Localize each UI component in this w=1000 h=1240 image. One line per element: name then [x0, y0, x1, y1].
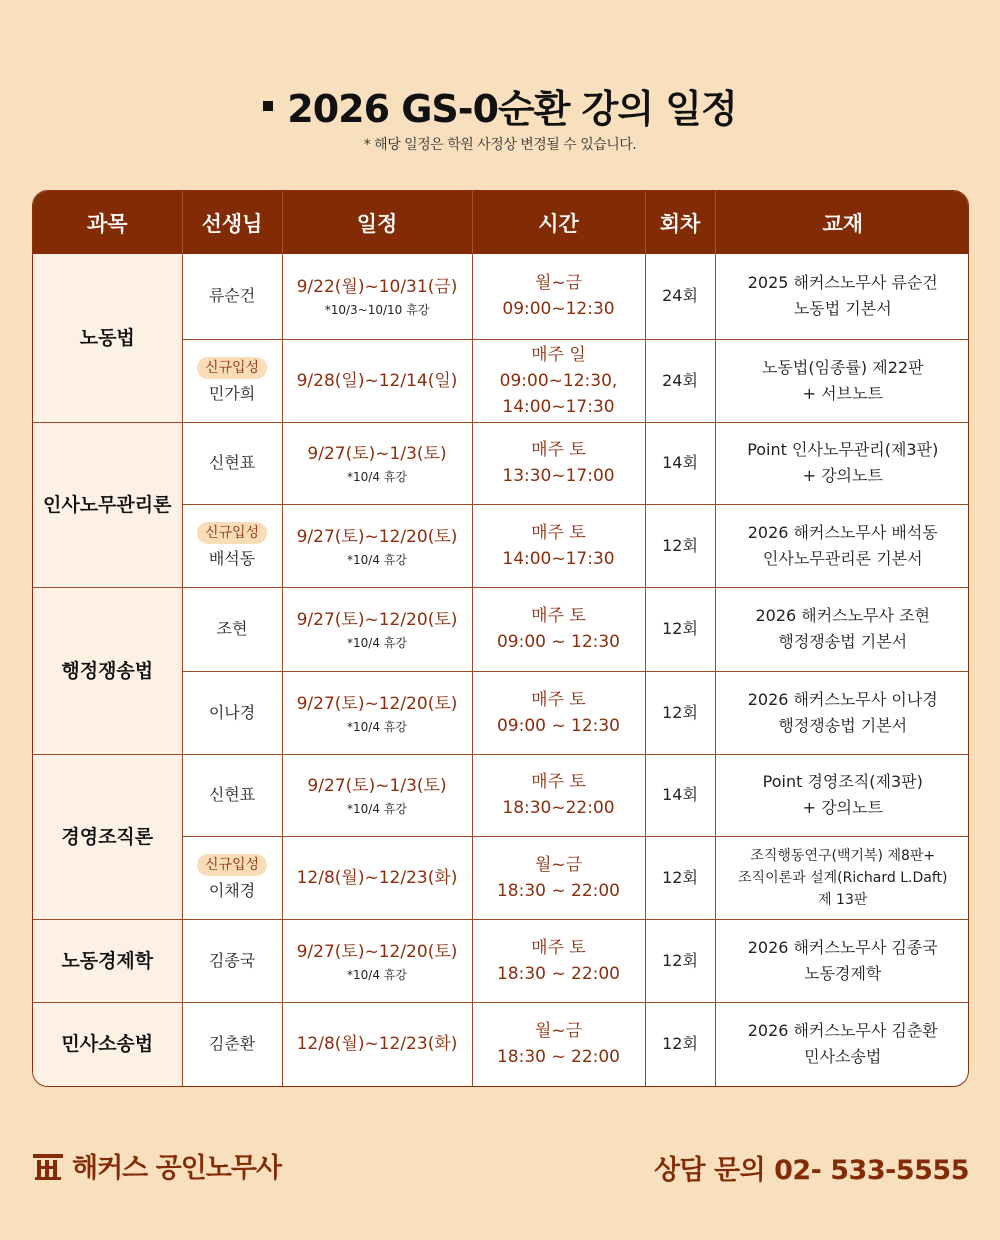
teacher-cell: [182, 339, 282, 422]
book-line: Point 인사노무관리(제3판): [747, 440, 939, 459]
subject-cell: 경영조직론: [33, 754, 182, 919]
time-cell: [472, 1002, 645, 1086]
time-cell: [472, 422, 645, 504]
book-cell: [715, 587, 969, 671]
teacher-name: 김춘환: [208, 1034, 256, 1054]
book-line: + 강의노트: [802, 798, 883, 817]
time-line: 14:00~17:30: [502, 548, 615, 569]
session-cell: 24회: [645, 254, 715, 339]
time-cell: [472, 254, 645, 339]
date-cell: [282, 587, 472, 671]
time-line: 매주 토: [531, 689, 586, 710]
header-teacher: 선생님: [182, 191, 282, 254]
book-line: 노동법 기본서: [793, 299, 892, 319]
book-line: 제 13판: [818, 891, 868, 908]
book-line: Point 경영조직(제3판): [762, 772, 923, 791]
new-teacher-badge: 신규입성: [197, 357, 267, 379]
book-line: 2026 해커스노무사 김종국: [747, 937, 938, 957]
break-note: *10/4 휴강: [347, 470, 407, 484]
time-line: 18:30 ~ 22:00: [496, 1047, 621, 1068]
break-note: *10/4 휴강: [347, 802, 407, 816]
subject-cell: 노동법: [33, 254, 182, 422]
page-title: [263, 78, 736, 133]
table-row: [33, 919, 969, 1002]
header-book: 교재: [715, 191, 969, 254]
time-line: 매주 토: [531, 937, 586, 958]
break-note: *10/4 휴강: [347, 636, 407, 650]
session-cell: 14회: [645, 754, 715, 836]
new-teacher-badge: 신규입성: [197, 522, 267, 544]
book-line: 민사소송법: [804, 1047, 882, 1067]
table-row: [33, 1002, 969, 1086]
teacher-name: 류순건: [208, 286, 256, 306]
book-cell: [715, 422, 969, 504]
table-row: [33, 254, 969, 339]
time-cell: [472, 587, 645, 671]
session-cell: 12회: [645, 1002, 715, 1086]
book-line: 2026 해커스노무사 이나경: [747, 689, 938, 709]
schedule-table: [33, 191, 969, 1086]
teacher-name: 배석동: [208, 549, 256, 568]
session-cell: 12회: [645, 919, 715, 1002]
teacher-name: 신현표: [208, 453, 256, 472]
time-line: 13:30~17:00: [502, 466, 615, 486]
book-cell: [715, 754, 969, 836]
time-cell: [472, 919, 645, 1002]
time-line: 18:30~22:00: [502, 798, 615, 818]
time-line: 18:30 ~ 22:00: [496, 880, 621, 901]
time-cell: [472, 836, 645, 919]
book-line: 노동경제학: [804, 963, 882, 983]
book-cell: [715, 836, 969, 919]
new-teacher-badge: 신규입성: [197, 854, 267, 876]
date-cell: [282, 504, 472, 587]
teacher-name: 이채경: [208, 881, 256, 900]
time-line: 09:00 ~ 12:30: [496, 632, 621, 652]
square-bullet-icon: [263, 101, 273, 111]
header-date: 일정: [282, 191, 472, 254]
date-cell: [282, 339, 472, 422]
book-line: 조직행동연구(백기복) 제8판+: [750, 847, 936, 864]
date-range: 9/27(토)~12/20(토): [296, 526, 458, 547]
table-row: [33, 754, 969, 836]
book-line: 인사노무관리론 기본서: [762, 548, 923, 568]
break-note: *10/4 휴강: [347, 967, 407, 982]
date-cell: [282, 254, 472, 339]
book-cell: [715, 919, 969, 1002]
header-time: 시간: [472, 191, 645, 254]
date-cell: [282, 919, 472, 1002]
table-row: [33, 587, 969, 671]
date-range: 9/27(토)~1/3(토): [307, 776, 447, 796]
break-note: *10/4 휴강: [347, 719, 407, 734]
date-cell: [282, 836, 472, 919]
time-line: 14:00~17:30: [502, 396, 615, 417]
time-line: 매주 토: [531, 522, 586, 543]
break-note: *10/3~10/10 휴강: [324, 303, 430, 318]
teacher-cell: [182, 919, 282, 1002]
subject-cell: 민사소송법: [33, 1002, 182, 1086]
header-subject: 과목: [33, 191, 182, 254]
book-cell: [715, 254, 969, 339]
book-cell: [715, 671, 969, 754]
book-line: 2025 해커스노무사 류순건: [747, 273, 938, 293]
date-cell: [282, 422, 472, 504]
time-line: 월~금: [534, 1021, 583, 1042]
session-cell: 12회: [645, 587, 715, 671]
time-line: 매주 토: [531, 440, 586, 460]
date-range: 9/27(토)~1/3(토): [307, 444, 447, 464]
book-line: + 강의노트: [802, 466, 883, 485]
hackers-logo-icon: [32, 1150, 64, 1182]
date-range: 9/27(토)~12/20(토): [296, 610, 458, 630]
teacher-cell: [182, 504, 282, 587]
session-cell: 24회: [645, 339, 715, 422]
book-cell: [715, 1002, 969, 1086]
teacher-name: 조현: [216, 619, 248, 638]
title-wrap: [0, 78, 1000, 133]
time-line: 매주 일: [531, 344, 586, 365]
time-line: 18:30 ~ 22:00: [496, 963, 621, 984]
teacher-cell: [182, 754, 282, 836]
time-cell: [472, 671, 645, 754]
brand-name: 해커스 공인노무사: [72, 1153, 282, 1184]
book-line: 행정쟁송법 기본서: [778, 715, 908, 735]
time-cell: [472, 754, 645, 836]
session-cell: 12회: [645, 671, 715, 754]
time-line: 월~금: [534, 273, 583, 294]
time-line: 월~금: [534, 854, 583, 875]
page-subtitle: * 해당 일정은 학원 사정상 변경될 수 있습니다.: [363, 137, 637, 153]
teacher-cell: [182, 671, 282, 754]
teacher-name: 이나경: [208, 702, 256, 722]
teacher-cell: [182, 587, 282, 671]
time-cell: [472, 504, 645, 587]
table-body: [33, 254, 969, 1086]
book-line: + 서브노트: [802, 383, 883, 403]
time-line: 09:00 ~ 12:30: [496, 715, 621, 736]
table-row: [33, 422, 969, 504]
date-range: 9/27(토)~12/20(토): [296, 941, 458, 962]
teacher-cell: [182, 422, 282, 504]
book-line: 노동법(임종률) 제22판: [761, 357, 924, 377]
session-cell: 12회: [645, 836, 715, 919]
subject-cell: 인사노무관리론: [33, 422, 182, 587]
time-line: 09:00~12:30,: [499, 370, 618, 391]
teacher-name: 신현표: [208, 785, 256, 804]
break-note: *10/4 휴강: [347, 552, 407, 567]
date-cell: [282, 671, 472, 754]
book-line: 2026 해커스노무사 조현: [755, 606, 931, 625]
book-line: 조직이론과 설계(Richard L.Daft): [738, 869, 948, 886]
header-session: 회차: [645, 191, 715, 254]
book-cell: [715, 504, 969, 587]
date-cell: [282, 1002, 472, 1086]
book-line: 2026 해커스노무사 김춘환: [747, 1021, 938, 1041]
subject-cell: 행정쟁송법: [33, 587, 182, 754]
teacher-name: 김종국: [208, 950, 256, 970]
schedule-table-card: [32, 190, 969, 1087]
teacher-cell: [182, 1002, 282, 1086]
time-line: 매주 토: [531, 772, 586, 792]
book-line: 행정쟁송법 기본서: [778, 632, 908, 651]
teacher-cell: [182, 254, 282, 339]
book-line: 2026 해커스노무사 배석동: [747, 522, 938, 542]
subject-cell: 노동경제학: [33, 919, 182, 1002]
date-range: 9/22(월)~10/31(금): [296, 277, 458, 298]
teacher-name: 민가희: [208, 384, 256, 403]
time-line: 매주 토: [531, 606, 586, 626]
date-range: 12/8(월)~12/23(화): [296, 1034, 458, 1055]
date-range: 9/27(토)~12/20(토): [296, 693, 458, 714]
date-range: 12/8(월)~12/23(화): [296, 867, 458, 888]
date-range: 9/28(일)~12/14(일): [296, 370, 458, 391]
time-cell: [472, 339, 645, 422]
session-cell: 14회: [645, 422, 715, 504]
table-header-row: [33, 191, 969, 254]
footer-brand: [32, 1146, 281, 1185]
date-cell: [282, 754, 472, 836]
contact-phone: 상담 문의 02- 533-5555: [653, 1155, 969, 1186]
book-cell: [715, 339, 969, 422]
session-cell: 12회: [645, 504, 715, 587]
teacher-cell: [182, 836, 282, 919]
time-line: 09:00~12:30: [502, 299, 615, 320]
page-title-text: 2026 GS-0순환 강의 일정: [287, 87, 737, 131]
